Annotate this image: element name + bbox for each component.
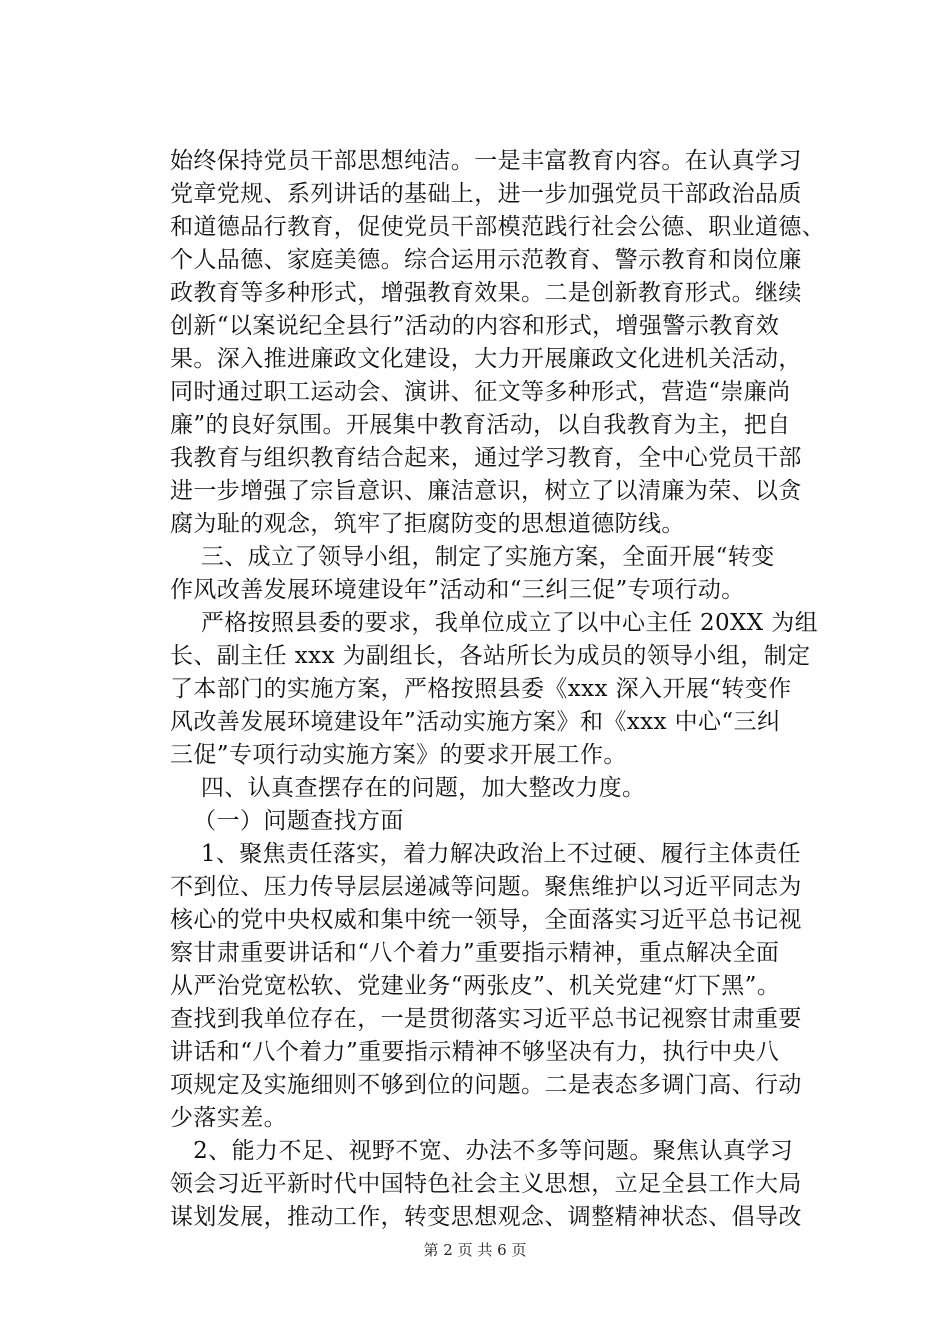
text-line: 腐为耻的观念，筑牢了拒腐防变的思想道德防线。 [170, 511, 685, 537]
section-heading-3: 三、成立了领导小组，制定了实施方案，全面开展“转变 [170, 544, 775, 570]
text-line: 讲话和“八个着力”重要指示精神不够坚决有力，执行中央八 [170, 1039, 780, 1065]
text-line: 领会习近平新时代中国特色社会主义思想，立足全县工作大局 [170, 1171, 802, 1197]
section-heading-3-cont: 作风改善发展环境建设年”活动和“三纠三促”专项行动。 [170, 577, 745, 603]
text-line: 政教育等多种形式，增强教育效果。二是创新教育形式。继续 [170, 280, 802, 306]
text-line: 了本部门的实施方案，严格按照县委《xxx 深入开展“转变作 [170, 676, 792, 702]
text-line: 个人品德、家庭美德。综合运用示范教育、警示教育和岗位廉 [170, 247, 802, 273]
text-line: 核心的党中央权威和集中统一领导，全面落实习近平总书记视 [170, 907, 802, 933]
text-line: 果。深入推进廉政文化建设，大力开展廉政文化进机关活动， [170, 346, 802, 372]
text-line: 不到位、压力传导层层递减等问题。聚焦维护以习近平同志为 [170, 874, 802, 900]
text-line: 党章党规、系列讲话的基础上，进一步加强党员干部政治品质 [170, 181, 802, 207]
page-number-footer: 第 2 页 共 6 页 [423, 1241, 527, 1259]
text-line: 1、聚焦责任落实，着力解决政治上不过硬、履行主体责任 [170, 841, 801, 867]
text-line: 少落实差。 [170, 1105, 287, 1131]
text-line: 我教育与组织教育结合起来，通过学习教育，全中心党员干部 [170, 445, 802, 471]
text-line: 始终保持党员干部思想纯洁。一是丰富教育内容。在认真学习 [170, 148, 802, 174]
text-line: 谋划发展，推动工作，转变思想观念、调整精神状态、倡导改 [170, 1204, 802, 1230]
text-line: 2、能力不足、视野不宽、办法不多等问题。聚焦认真学习 [170, 1138, 794, 1164]
text-line: 廉”的良好氛围。开展集中教育活动，以自我教育为主，把自 [170, 412, 791, 438]
subsection-heading: （一）问题查找方面 [170, 808, 404, 834]
text-line: 风改善发展环境建设年”活动实施方案》和《xxx 中心“三纠 [170, 709, 781, 735]
text-line: 项规定及实施细则不够到位的问题。二是表态多调门高、行动 [170, 1072, 802, 1098]
text-line: 创新“以案说纪全县行”活动的内容和形式，增强警示教育效 [170, 313, 780, 339]
text-line: 三促”专项行动实施方案》的要求开展工作。 [170, 742, 627, 768]
text-line: 从严治党宽松软、党建业务“两张皮”、机关党建“灯下黑”。 [170, 973, 781, 999]
text-line: 同时通过职工运动会、演讲、征文等多种形式，营造“崇廉尚 [170, 379, 791, 405]
text-line: 察甘肃重要讲话和“八个着力”重要指示精神，重点解决全面 [170, 940, 780, 966]
text-line: 查找到我单位存在，一是贯彻落实习近平总书记视察甘肃重要 [170, 1006, 802, 1032]
text-line: 进一步增强了宗旨意识、廉洁意识，树立了以清廉为荣、以贪 [170, 478, 802, 504]
text-line: 长、副主任 xxx 为副组长，各站所长为成员的领导小组，制定 [170, 643, 811, 669]
text-line: 和道德品行教育，促使党员干部模范践行社会公德、职业道德、 [170, 214, 826, 240]
text-line: 严格按照县委的要求，我单位成立了以中心主任 20XX 为组 [170, 610, 819, 636]
document-body [170, 145, 840, 1234]
section-heading-4: 四、认真查摆存在的问题，加大整改力度。 [170, 775, 646, 801]
